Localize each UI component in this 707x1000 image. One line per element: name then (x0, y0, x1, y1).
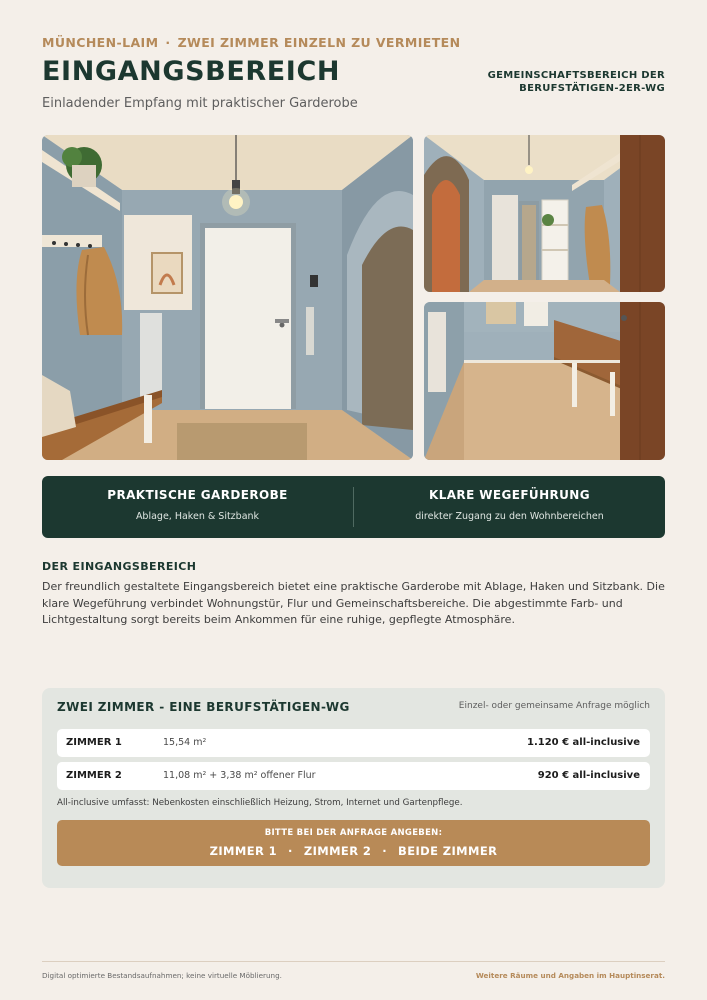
room-area: 11,08 m² + 3,38 m² offener Flur (163, 770, 316, 781)
footer-disclaimer: Digital optimierte Bestandsaufnahmen; keine virtuelle Möblierung. (42, 971, 282, 980)
inquiry-option-both: BEIDE ZIMMER (398, 844, 498, 858)
option-separator: · (288, 844, 293, 858)
footer-divider (42, 961, 665, 962)
inquiry-option-room-2: ZIMMER 2 (303, 844, 372, 858)
inquiry-title: BITTE BEI DER ANFRAGE ANGEBEN: (264, 828, 443, 838)
inclusive-note: All-inclusive umfasst: Nebenkosten einschließlich Heizung, Strom, Internet und Gartenpflege. (57, 798, 463, 808)
hallway-photo-top (424, 135, 665, 292)
kicker-separator: · (165, 35, 171, 50)
room-name: ZIMMER 2 (66, 770, 122, 781)
area-label-line1: GEMEINSCHAFTSBEREICH DER (487, 70, 665, 81)
highlight-title: KLARE WEGEFÜHRUNG (429, 488, 590, 502)
offer-card-title: ZWEI ZIMMER - EINE BERUFSTÄTIGEN-WG (57, 700, 350, 714)
room-row-2 (57, 762, 650, 790)
highlight-title: PRAKTISCHE GARDEROBE (107, 488, 288, 502)
section-body: Der freundlich gestaltete Eingangsbereich bietet eine praktische Garderobe mit Ablage, Haken und Sitzbank. Die klare Wegeführung verbindet Wohnungstür, Flur und Gemeinschaftsbereiche. Die abgestimmte Farb- und Lichtgestaltung sorgt bereits beim Ankommen für eine ruhige, gepflegte Atmosphäre. (42, 580, 665, 626)
inquiry-options (57, 844, 650, 858)
offer-card-note: Einzel- oder gemeinsame Anfrage möglich (458, 701, 650, 711)
header-kicker (42, 35, 460, 50)
inquiry-option-room-1: ZIMMER 1 (209, 844, 278, 858)
page-title: EINGANGSBEREICH (42, 56, 341, 87)
highlight-wardrobe (42, 476, 353, 538)
highlights-band (42, 476, 665, 538)
option-separator: · (382, 844, 388, 858)
room-row-1 (57, 729, 650, 757)
inquiry-box (57, 820, 650, 866)
hallway-photo-bottom (424, 302, 665, 460)
area-label-line2: BERUFSTÄTIGEN-2ER-WG (519, 83, 665, 94)
area-label (488, 69, 665, 95)
offer-label: ZWEI ZIMMER EINZELN ZU VERMIETEN (177, 35, 461, 50)
offer-card (42, 688, 665, 888)
entrance-main-photo (42, 135, 413, 460)
highlight-text: direkter Zugang zu den Wohnbereichen (415, 511, 604, 522)
section-heading: DER EINGANGSBEREICH (42, 560, 197, 573)
room-name: ZIMMER 1 (66, 737, 122, 748)
room-price: 920 € all-inclusive (537, 770, 640, 781)
page-subtitle: Einladender Empfang mit praktischer Garderobe (42, 96, 358, 111)
room-area: 15,54 m² (163, 737, 207, 748)
footer-reference: Weitere Räume und Angaben im Hauptinserat. (475, 971, 665, 980)
location-label: MÜNCHEN-LAIM (42, 35, 159, 50)
highlight-text: Ablage, Haken & Sitzbank (135, 511, 260, 522)
room-price: 1.120 € all-inclusive (526, 737, 640, 748)
highlight-routing (354, 476, 665, 538)
